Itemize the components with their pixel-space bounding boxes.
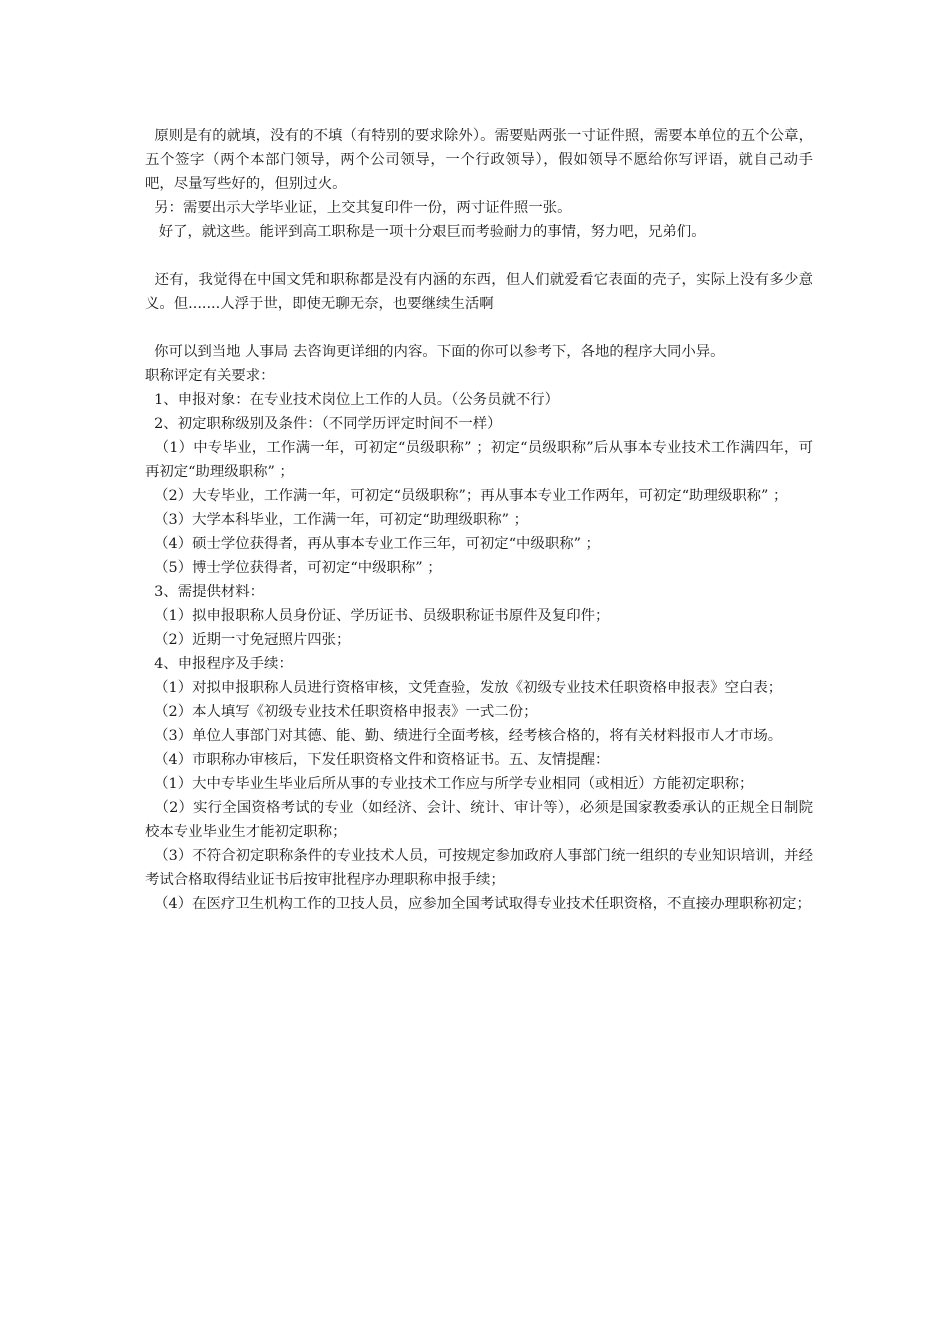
guide-subitem: （5）博士学位获得者，可初定“中级职称” ； (145, 560, 442, 576)
guide-item-materials: 3、需提供材料： (145, 584, 265, 600)
guide-subitem: （2）实行全国资格考试的专业（如经济、会计、统计、审计等），必须是国家教委承认的正规全日制院校本专业毕业生才能初定职称； (145, 800, 813, 840)
intro-paragraph-requirements: 原则是有的就填，没有的不填（有特别的要求除外）。需要贴两张一寸证件照，需要本单位的五个公章，五个签字（两个本部门领导，两个公司领导，一个行政领导），假如领导不愿给你写评语，就自己动手吧，尽量写些好的，但别过火。 (145, 128, 813, 192)
guide-subitem: （4）在医疗卫生机构工作的卫技人员，应参加全国考试取得专业技术任职资格，不直接办理职称初定； (145, 896, 811, 912)
paragraph-gap (145, 316, 813, 340)
guide-subitem: （3）单位人事部门对其德、能、勤、绩进行全面考核，经考核合格的，将有关材料报市人才市场。 (145, 728, 783, 744)
guide-subitem: （3）大学本科毕业，工作满一年，可初定“助理级职称” ； (145, 512, 528, 528)
paragraph-gap (145, 244, 813, 268)
guide-subitem: （1）大中专毕业生毕业后所从事的专业技术工作应与所学专业相同（或相近）方能初定职称； (145, 776, 754, 792)
guide-subitem: （1）对拟申报职称人员进行资格审核，文凭查验，发放《初级专业技术任职资格申报表》空白表； (145, 680, 783, 696)
guide-intro: 你可以到当地 人事局 去咨询更详细的内容。下面的你可以参考下，各地的程序大同小异。 (145, 344, 725, 360)
thoughts-paragraph: 还有，我觉得在中国文凭和职称都是没有内涵的东西，但人们就爱看它表面的壳子，实际上没有多少意义。但.......人浮于世，即使无聊无奈，也要继续生活啊 (145, 272, 813, 312)
guide-item-levels: 2、初定职称级别及条件：（不同学历评定时间不一样） (145, 416, 502, 432)
guide-subitem: （3）不符合初定职称条件的专业技术人员，可按规定参加政府人事部门统一组织的专业知识培训，并经考试合格取得结业证书后按审批程序办理职称申报手续； (145, 848, 813, 888)
guide-subitem: （2）本人填写《初级专业技术任职资格申报表》一式二份； (145, 704, 538, 720)
guide-item-applicants: 1、申报对象：在专业技术岗位上工作的人员。（公务员就不行） (145, 392, 560, 408)
intro-paragraph-closing: 好了，就这些。能评到高工职称是一项十分艰巨而考验耐力的事情，努力吧，兄弟们。 (145, 224, 706, 240)
guide-subitem: （2）大专毕业，工作满一年，可初定“员级职称”；再从事本专业工作两年，可初定“助理级职称” ； (145, 488, 788, 504)
guide-item-procedure: 4、申报程序及手续： (145, 656, 293, 672)
guide-heading: 职称评定有关要求： (145, 368, 275, 384)
guide-subitem: （1）拟申报职称人员身份证、学历证书、员级职称证书原件及复印件； (145, 608, 610, 624)
guide-subitem: （4）硕士学位获得者，再从事本专业工作三年，可初定“中级职称” ； (145, 536, 600, 552)
guide-subitem: （1）中专毕业，工作满一年，可初定“员级职称” ；初定“员级职称”后从事本专业技术工作满四年，可再初定“助理级职称” ； (145, 440, 813, 480)
document-body (145, 124, 813, 916)
guide-subitem: （4）市职称办审核后，下发任职资格文件和资格证书。五、友情提醒： (145, 752, 610, 768)
guide-subitem: （2）近期一寸免冠照片四张； (145, 632, 351, 648)
intro-paragraph-documents: 另：需要出示大学毕业证，上交其复印件一份，两寸证件照一张。 (145, 200, 572, 216)
